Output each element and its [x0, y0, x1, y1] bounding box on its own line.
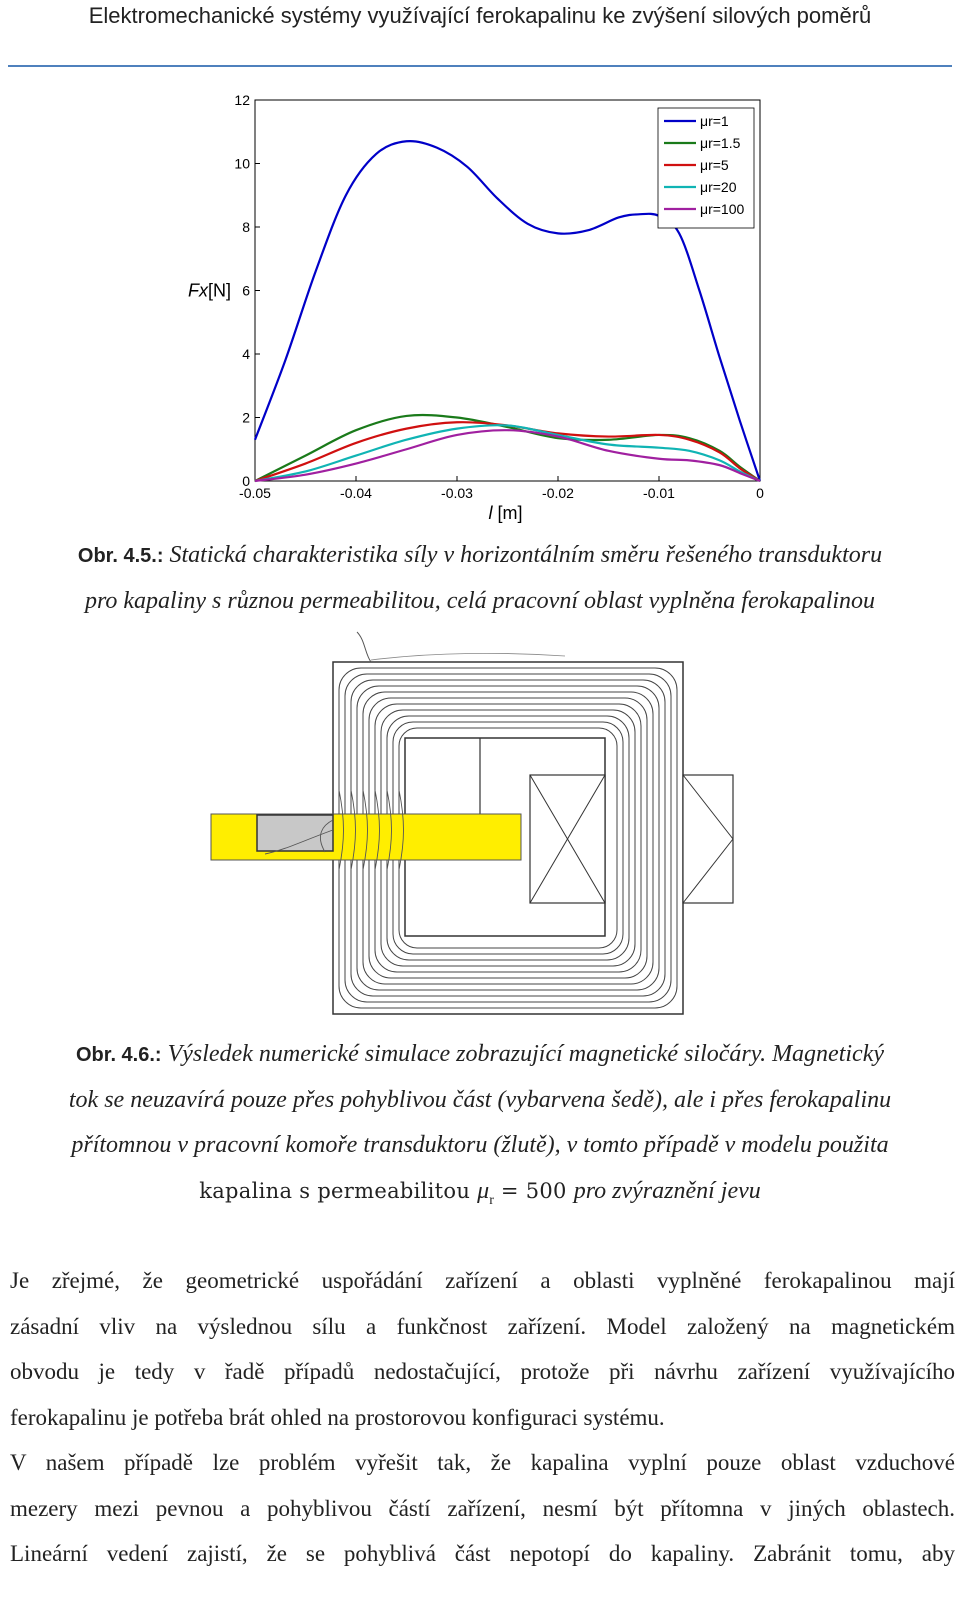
body-line: obvodu je tedy v řadě případů nedostačující, protože při návrhu zařízení využívajícího	[10, 1359, 955, 1384]
body-line: Je zřejmé, že geometrické uspořádání zařízení a oblasti vyplněné ferokapalinou mají	[10, 1268, 955, 1293]
caption-text-line1: Statická charakteristika síly v horizontálním směru řešeného transduktoru	[163, 542, 883, 568]
caption-line3: přítomnou v pracovní komoře transduktoru (žlutě), v tomto případě v modelu použita	[71, 1132, 889, 1158]
caption-line2: tok se neuzavírá pouze přes pohyblivou část (vybarvena šedě), ale i přes ferokapalinu	[68, 1087, 892, 1113]
legend-label: μr=1	[700, 113, 729, 129]
y-tick-label: 8	[242, 219, 250, 235]
chart-legend	[658, 108, 754, 228]
body-line: mezery mezi pevnou a pohyblivou částí zařízení, nesmí být přítomna v jiných oblastech.	[10, 1495, 955, 1521]
field-simulation-figure	[205, 630, 735, 1020]
figure-caption-4-5	[0, 531, 960, 580]
x-tick-label: -0.01	[643, 485, 675, 501]
body-paragraph-1	[10, 1258, 955, 1440]
y-axis-label: Fx[N]	[188, 280, 232, 301]
figure-caption-4-5-line2	[0, 577, 960, 625]
body-line: zásadní vliv na výslednou sílu a funkčnost zařízení. Model založený na magnetickém	[10, 1313, 955, 1339]
header-rule	[8, 65, 952, 67]
figure-caption-4-6	[0, 1030, 960, 1079]
figure-number: Obr. 4.5.:	[77, 545, 164, 567]
body-line: Lineární vedení zajistí, že se pohyblivá část nepotopí do kapaliny. Zabránit tomu, aby	[10, 1541, 955, 1566]
caption-text-line2: pro kapaliny s různou permeabilitou, celá pracovní oblast vyplněna ferokapalinou	[84, 588, 876, 614]
page-header: Elektromechanické systémy využívající ferokapalinu ke zvýšení silových poměrů	[88, 3, 872, 28]
caption-line2-wrap	[0, 1076, 960, 1124]
legend-label: μr=1.5	[700, 135, 741, 151]
y-tick-label: 2	[242, 409, 250, 426]
y-tick-label: 10	[234, 155, 250, 172]
caption-line1: Výsledek numerické simulace zobrazující magnetické siločáry. Magnetický	[161, 1041, 885, 1067]
x-tick-label: -0.04	[340, 485, 372, 501]
force-chart	[180, 88, 780, 528]
y-tick-label: 6	[242, 282, 250, 299]
x-tick-label: -0.05	[239, 485, 271, 501]
x-tick-label: -0.02	[542, 485, 574, 501]
legend-label: μr=20	[700, 179, 737, 195]
caption-line4-plain: kapalina s permeabilitou	[199, 1179, 478, 1203]
mu-subscript: r	[489, 1192, 494, 1208]
caption-line4-eq: = 500	[493, 1179, 574, 1203]
mu-symbol: μ	[477, 1178, 490, 1204]
body-line: V našem případě lze problém vyřešit tak, že kapalina vyplní pouze oblast vzduchové	[10, 1450, 955, 1475]
x-tick-label: -0.03	[441, 485, 473, 501]
outer-coil-cross-section	[683, 775, 733, 903]
body-line: ferokapalinu je potřeba brát ohled na prostorovou konfiguraci systému.	[10, 1404, 665, 1430]
x-axis-label: l [m]	[488, 503, 523, 523]
x-tick-label: 0	[756, 485, 764, 501]
body-paragraph-2	[10, 1440, 955, 1577]
y-tick-label: 0	[242, 473, 250, 489]
y-tick-label: 12	[234, 92, 250, 108]
caption-line4-wrap	[0, 1167, 960, 1225]
y-tick-label: 4	[242, 346, 250, 362]
figure-number: Obr. 4.6.:	[75, 1044, 162, 1066]
caption-line3-wrap	[0, 1121, 960, 1169]
legend-label: μr=100	[700, 201, 745, 217]
legend-label: μr=5	[700, 157, 729, 173]
caption-line4-italic: pro zvýraznění jevu	[573, 1178, 761, 1204]
